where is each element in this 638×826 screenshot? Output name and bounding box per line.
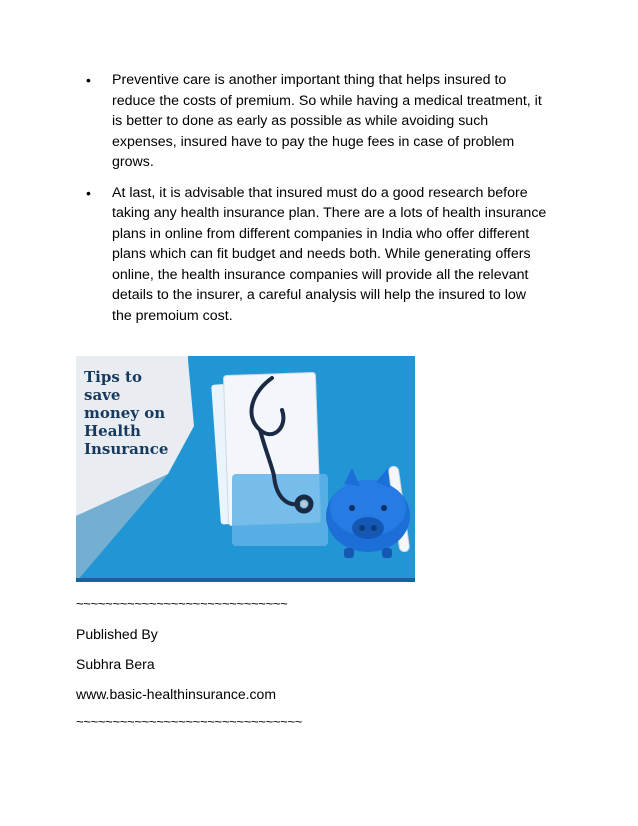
hero-title-line: Insurance — [84, 440, 169, 458]
health-insurance-tips-image — [76, 356, 415, 582]
hero-title-line: Health — [84, 422, 141, 440]
divider-bottom: ~~~~~~~~~~~~~~~~~~~~~~~~~~~~~~~ — [76, 714, 303, 729]
hero-title-line: save — [84, 386, 121, 404]
bullet-line: reduce the costs of premium. So while having a medical treatment, it — [112, 92, 542, 109]
bullet-item-preventive-care — [80, 70, 570, 173]
bullet-line: plans which can fit budget and needs both. While generating offers — [112, 246, 531, 262]
bullet-line: expenses, insured have to pay the huge fees in case of problem — [112, 133, 515, 150]
bullet-line: online, the health insurance companies will provide all the relevant — [112, 266, 529, 283]
bullet-line: is better to done as early as possible as while avoiding such — [112, 113, 489, 129]
hero-illustration — [76, 356, 415, 582]
website-link[interactable]: www.basic-healthinsurance.com — [76, 686, 276, 702]
bullet-line: At last, it is advisable that insured must do a good research before — [112, 184, 528, 201]
bullet-dot-icon: • — [86, 184, 91, 201]
hero-title-line: money on — [84, 404, 166, 422]
author-name: Subhra Bera — [76, 656, 155, 672]
bullet-line: Preventive care is another important thing that helps insured to — [112, 72, 507, 88]
bullet-line: details to the insurer, a careful analysis will help the insured to low — [112, 287, 527, 303]
bullet-list — [80, 70, 570, 336]
hero-title-line: Tips to — [84, 368, 142, 386]
bullet-line: taking any health insurance plan. There are a lots of health insurance — [112, 205, 547, 221]
bullet-line: plans in online from different companies in India who offer different — [112, 225, 530, 242]
bullet-dot-icon: • — [86, 72, 91, 88]
published-by-label: Published By — [76, 626, 158, 642]
divider-top: ~~~~~~~~~~~~~~~~~~~~~~~~~~~~~ — [76, 596, 288, 611]
bullet-line: grows. — [112, 154, 154, 170]
bullet-item-research — [80, 183, 570, 327]
bullet-line: the premoium cost. — [112, 307, 233, 324]
